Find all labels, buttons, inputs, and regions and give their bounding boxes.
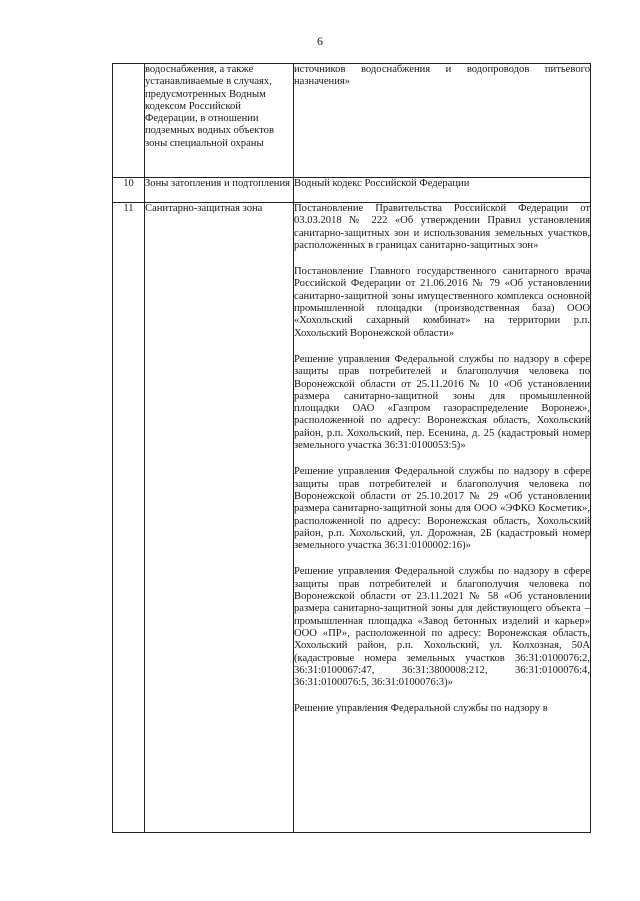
zone-name: Санитарно-защитная зона — [145, 203, 294, 833]
legal-documents — [294, 203, 591, 833]
document-paragraph: Решение управления Федеральной службы по надзору в сфере защиты прав потребителей и благополучия человека по Воронежской области от 25.11.2016 № 10 «Об установлении размера санитарно-защитной зоны для промышленной площадки ОАО «Газпром газораспределение Воронеж», расположенной по адресу: Воронежская область, Хохольский район, р.п. Хохольский, пер. Есенина, д. 25 (кадастровый номер земельного участка 36:31:0100053:5)» — [294, 353, 590, 452]
document-paragraph: Водный кодекс Российской Федерации — [294, 178, 470, 189]
legal-documents — [294, 178, 591, 203]
zone-name: водоснабжения, а также устанавливаемые в случаях, предусмотренных Водным кодексом Российской Федерации, в отношении подземных водных объектов зоны специальной охраны — [145, 64, 294, 178]
zone-name: Зоны затопления и подтопления — [145, 178, 294, 203]
document-paragraph: источников водоснабжения и водопроводов питьевого назначения» — [294, 64, 590, 88]
row-number — [113, 64, 145, 178]
document-paragraph: Постановление Правительства Российской Федерации от 03.03.2018 № 222 «Об утверждении Правил установления санитарно-защитных зон и использования земельных участков, расположенных в границах санитарно-защитных зон» — [294, 203, 590, 251]
document-paragraph: Решение управления Федеральной службы по надзору в сфере защиты прав потребителей и благополучия человека по Воронежской области от 23.11.2021 № 58 «Об установлении размера санитарно-защитной зоны для действующего объекта – промышленная площадка «Завод бетонных изделий и карьер» ООО «ПР», расположенной по адресу: Воронежская область, Хохольский район, р.п. Хохольский, ул. Колхозная, 50А (кадастровые номера земельных участков 36:31:0100076:2, 36:31:0100067:47, 36:31:3800008:212, 36:31:0100076:4, 36:31:0100076:5, 36:31:0100076:3)» — [294, 566, 590, 689]
row-number: 11 — [113, 203, 145, 833]
document-paragraph: Решение управления Федеральной службы по надзору в — [294, 703, 548, 715]
document-paragraph: Решение управления Федеральной службы по надзору в сфере защиты прав потребителей и благополучия человека по Воронежской области от 25.10.2017 № 29 «Об установлении размера санитарно-защитной зоны для ООО «ЭФКО Косметик», расположенной по адресу: Воронежская область, Хохольский район, р.п. Хохольский, ул. Дорожная, 2Б (кадастровый номер земельного участка 36:31:0100002:16)» — [294, 466, 590, 552]
zones-table — [112, 63, 591, 833]
row-number: 10 — [113, 178, 145, 203]
table-row — [113, 203, 591, 833]
legal-documents — [294, 64, 591, 178]
table-row — [113, 178, 591, 203]
page-number: 6 — [317, 34, 323, 48]
document-paragraph: Постановление Главного государственного санитарного врача Российской Федерации от 21.06.2016 № 79 «Об установлении санитарно-защитной зоны имущественного комплекса основной промышленной площадки (производственная база) ООО «Хохольский сахарный комбинат» на территории р.п. Хохольский Воронежской области» — [294, 266, 590, 339]
table-row — [113, 64, 591, 178]
